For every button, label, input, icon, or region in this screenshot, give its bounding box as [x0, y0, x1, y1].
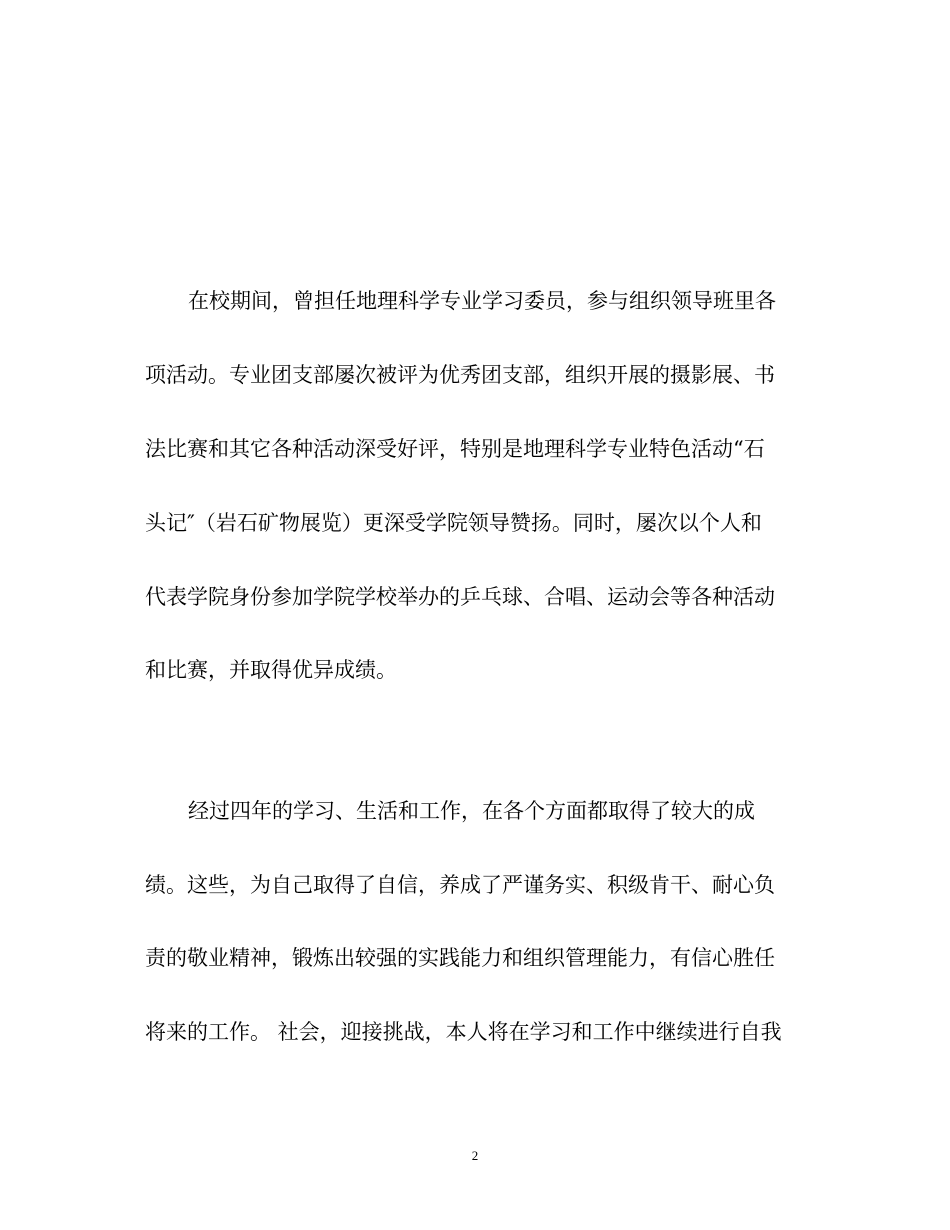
paragraph-line: 经过四年的学习、生活和工作，在各个方面都取得了较大的成 [188, 799, 755, 823]
paragraph-line: 在校期间，曾担任地理科学专业学习委员，参与组织领导班里各 [188, 289, 776, 313]
paragraph-line: 绩。这些，为自己取得了自信，养成了严谨务实、积级肯干、耐心负 [145, 873, 775, 897]
paragraph-line: 法比赛和其它各种活动深受好评，特别是地理科学专业特色活动“石 [145, 437, 765, 461]
paragraph-line: 和比赛，并取得优异成绩。 [145, 658, 397, 682]
paragraph-line: 头记″（岩石矿物展览）更深受学院领导赞扬。同时，屡次以个人和 [145, 511, 762, 535]
page-number: 2 [471, 1148, 479, 1163]
paragraph-line: 项活动。专业团支部屡次被评为优秀团支部，组织开展的摄影展、书 [145, 363, 775, 387]
paragraph-line: 将来的工作。 社会，迎接挑战，本人将在学习和工作中继续进行自我 [145, 1020, 782, 1044]
paragraph-line: 责的敬业精神，锻炼出较强的实践能力和组织管理能力，有信心胜任 [145, 946, 775, 970]
paragraph-line: 代表学院身份参加学院学校举办的乒乓球、合唱、运动会等各种活动 [145, 585, 775, 609]
